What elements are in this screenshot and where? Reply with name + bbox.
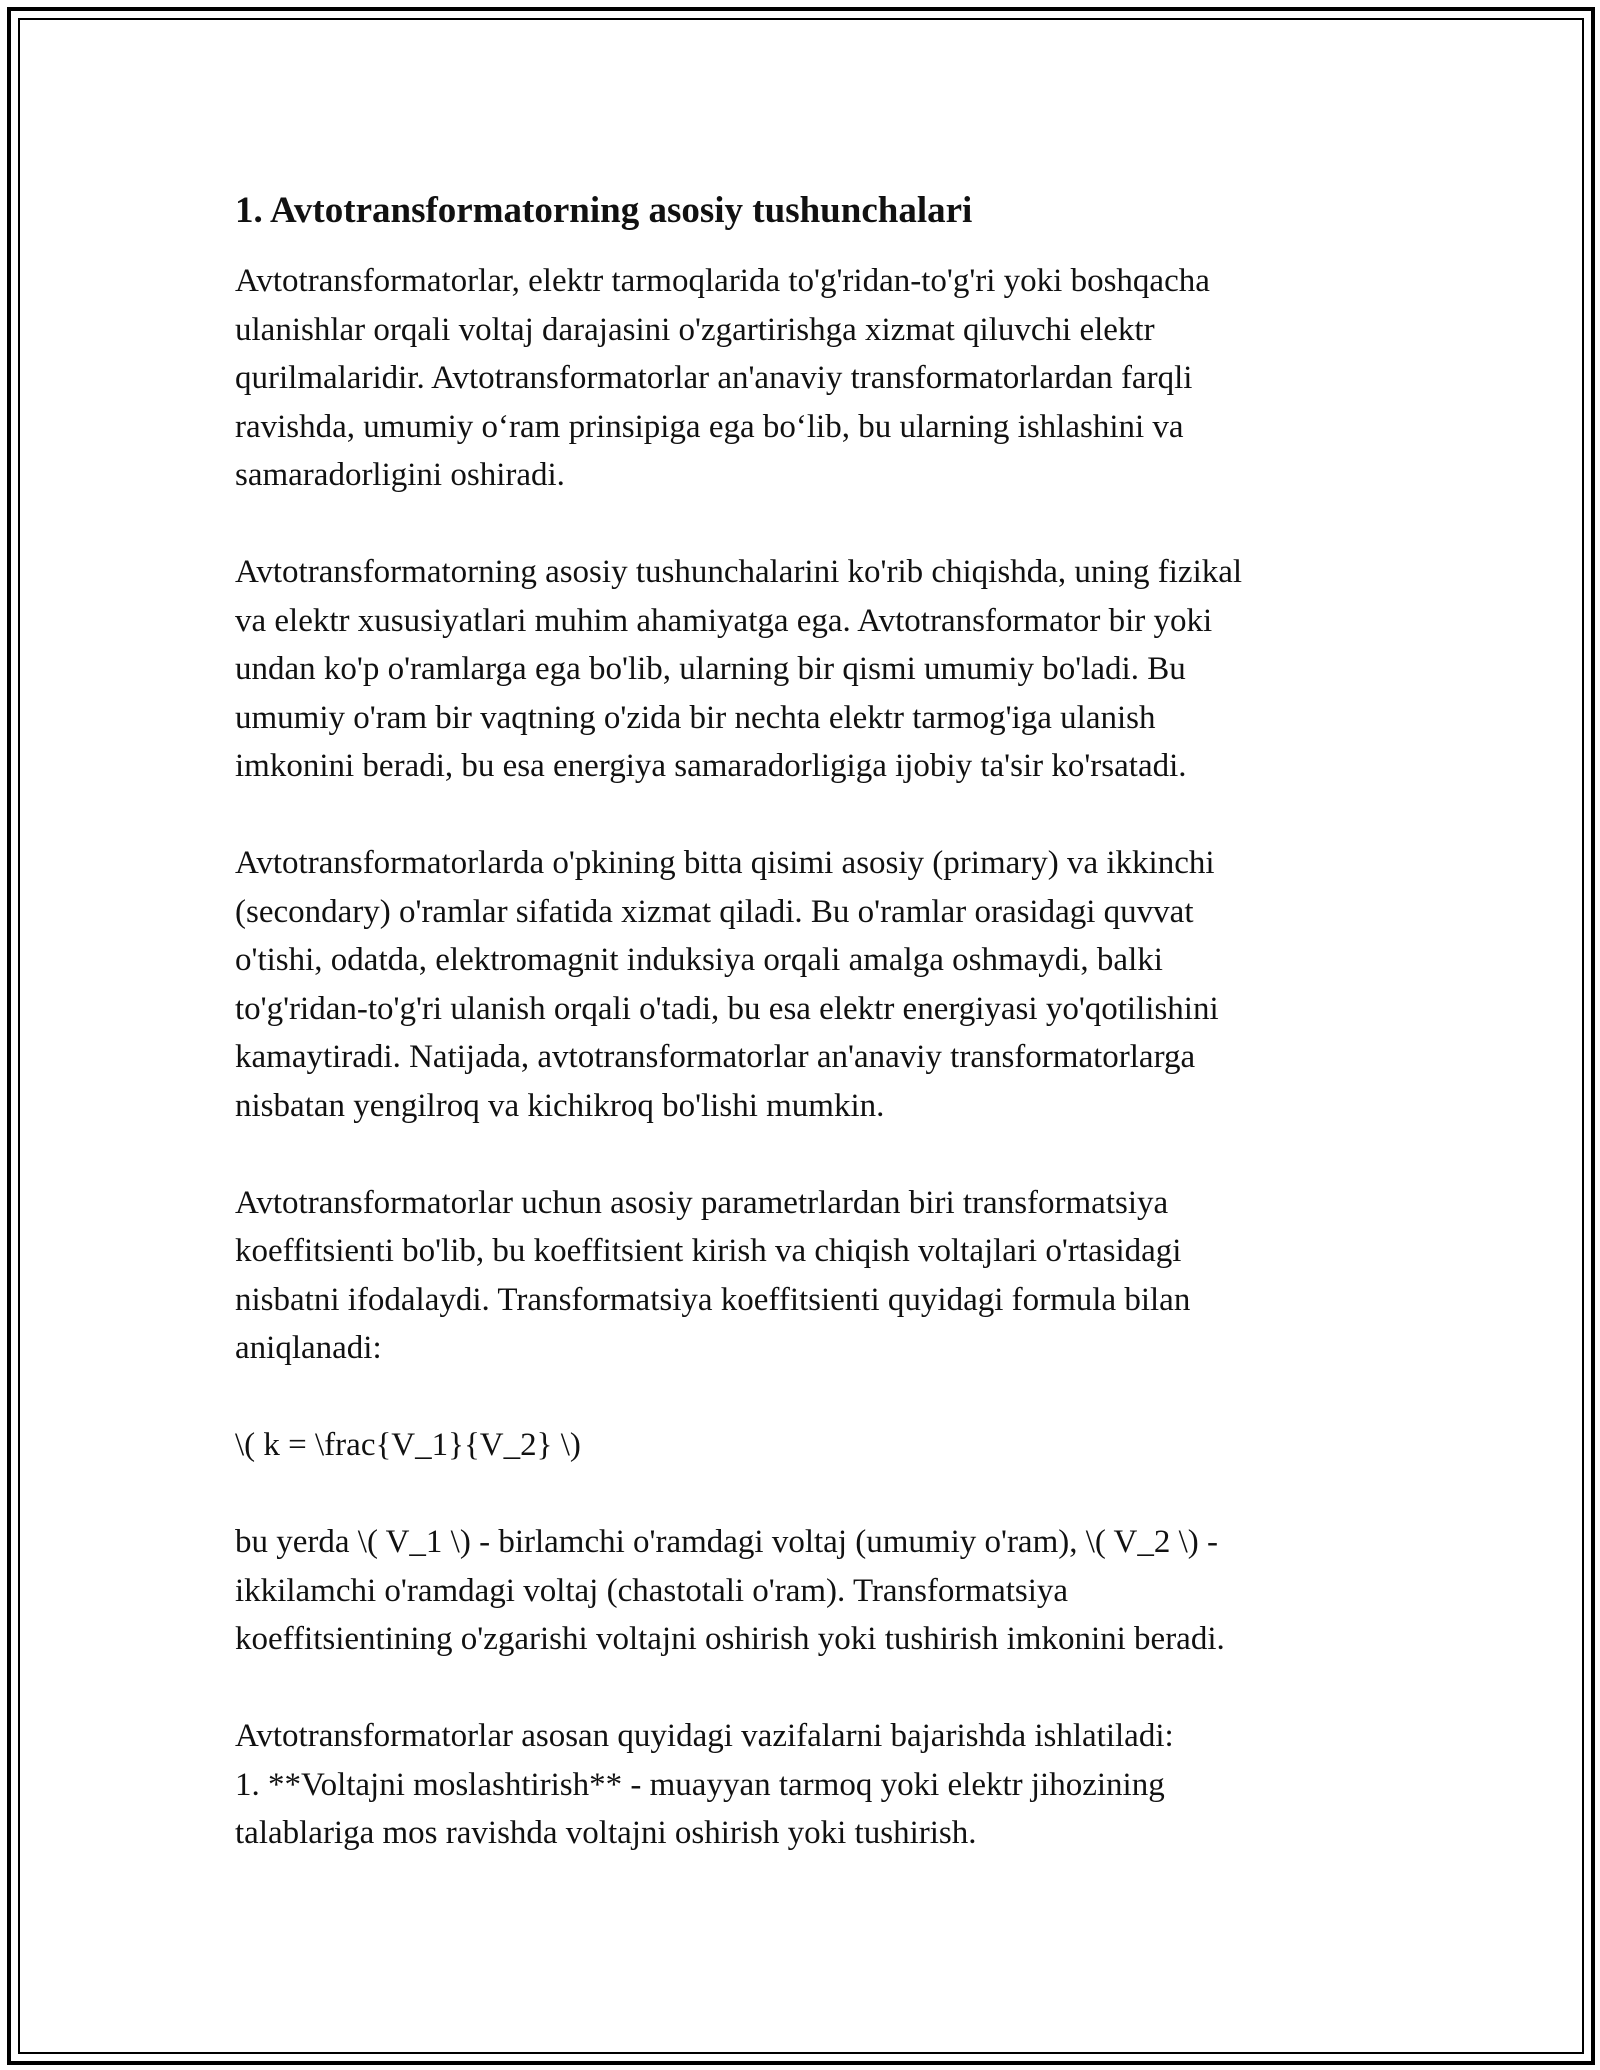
paragraph-formula-explanation bbox=[235, 1518, 1375, 1664]
list-item: 1. **Voltajni moslashtirish** - muayyan tarmoq yoki elektr jihozining bbox=[235, 1766, 1165, 1803]
text-line: ulanishlar orqali voltaj darajasini o'zgartirishga xizmat qiluvchi elektr bbox=[235, 311, 1155, 348]
paragraph-uses bbox=[235, 1712, 1375, 1858]
formula bbox=[235, 1421, 1375, 1470]
text-line: o'tishi, odatda, elektromagnit induksiya orqali amalga oshmaydi, balki bbox=[235, 942, 1163, 978]
text-line: umumiy o'ram bir vaqtning o'zida bir nechta elektr tarmog'iga ulanish bbox=[235, 699, 1156, 736]
paragraph-intro bbox=[235, 257, 1375, 500]
text-line: va elektr xususiyatlari muhim ahamiyatga ega. Avtotransformator bir yoki bbox=[235, 602, 1213, 639]
text-line: koeffitsienti bo'lib, bu koeffitsient kirish va chiqish voltajlari o'rtasidagi bbox=[235, 1233, 1182, 1269]
text-line: ikkilamchi o'ramdagi voltaj (chastotali o'ram). Transformatsiya bbox=[235, 1572, 1069, 1609]
formula-line: \( k = \frac{V_1}{V_2} \) bbox=[235, 1427, 581, 1463]
text-line: imkonini beradi, bu esa energiya samaradorligiga ijobiy ta'sir ko'rsatadi. bbox=[235, 748, 1187, 784]
text-line: kamaytiradi. Natijada, avtotransformatorlar an'anaviy transformatorlarga bbox=[235, 1039, 1196, 1075]
text-line: samaradorligini oshiradi. bbox=[235, 457, 565, 493]
paragraph-windings bbox=[235, 839, 1375, 1130]
text-line: Avtotransformatorlar uchun asosiy parametrlardan biri transformatsiya bbox=[235, 1184, 1169, 1221]
text-line: aniqlanadi: bbox=[235, 1330, 382, 1366]
document-body bbox=[235, 187, 1375, 1858]
text-line: nisbatni ifodalaydi. Transformatsiya koeffitsienti quyidagi formula bilan bbox=[235, 1281, 1191, 1318]
text-line: Avtotransformatorning asosiy tushunchalarini ko'rib chiqishda, uning fizikal bbox=[235, 554, 1243, 590]
text-line: talablariga mos ravishda voltajni oshirish yoki tushirish. bbox=[235, 1815, 977, 1851]
text-line: Avtotransformatorlar asosan quyidagi vazifalarni bajarishda ishlatiladi: bbox=[235, 1718, 1174, 1754]
text-line: Avtotransformatorlarda o'pkining bitta qisimi asosiy (primary) va ikkinchi bbox=[235, 845, 1215, 881]
text-line: ravishda, umumiy o‘ram prinsipiga ega bo‘lib, bu ularning ishlashini va bbox=[235, 408, 1184, 445]
text-line: (secondary) o'ramlar sifatida xizmat qiladi. Bu o'ramlar orasidagi quvvat bbox=[235, 893, 1194, 930]
text-line: koeffitsientining o'zgarishi voltajni oshirish yoki tushirish imkonini beradi. bbox=[235, 1621, 1225, 1657]
section-heading: 1. Avtotransformatorning asosiy tushunchalari bbox=[235, 190, 973, 231]
text-line: qurilmalaridir. Avtotransformatorlar an'anaviy transformatorlardan farqli bbox=[235, 360, 1193, 396]
paragraph-coefficient bbox=[235, 1179, 1375, 1373]
text-line: to'g'ridan-to'g'ri ulanish orqali o'tadi, bu esa elektr energiyasi yo'qotilishini bbox=[235, 990, 1219, 1027]
text-line: bu yerda \( V_1 \) - birlamchi o'ramdagi voltaj (umumiy o'ram), \( V_2 \) - bbox=[235, 1524, 1219, 1560]
text-line: Avtotransformatorlar, elektr tarmoqlarida to'g'ridan-to'g'ri yoki boshqacha bbox=[235, 263, 1210, 299]
paragraph-concepts bbox=[235, 548, 1375, 791]
text-line: nisbatan yengilroq va kichikroq bo'lishi mumkin. bbox=[235, 1087, 885, 1124]
text-line: undan ko'p o'ramlarga ega bo'lib, ularning bir qismi umumiy bo'ladi. Bu bbox=[235, 651, 1186, 687]
